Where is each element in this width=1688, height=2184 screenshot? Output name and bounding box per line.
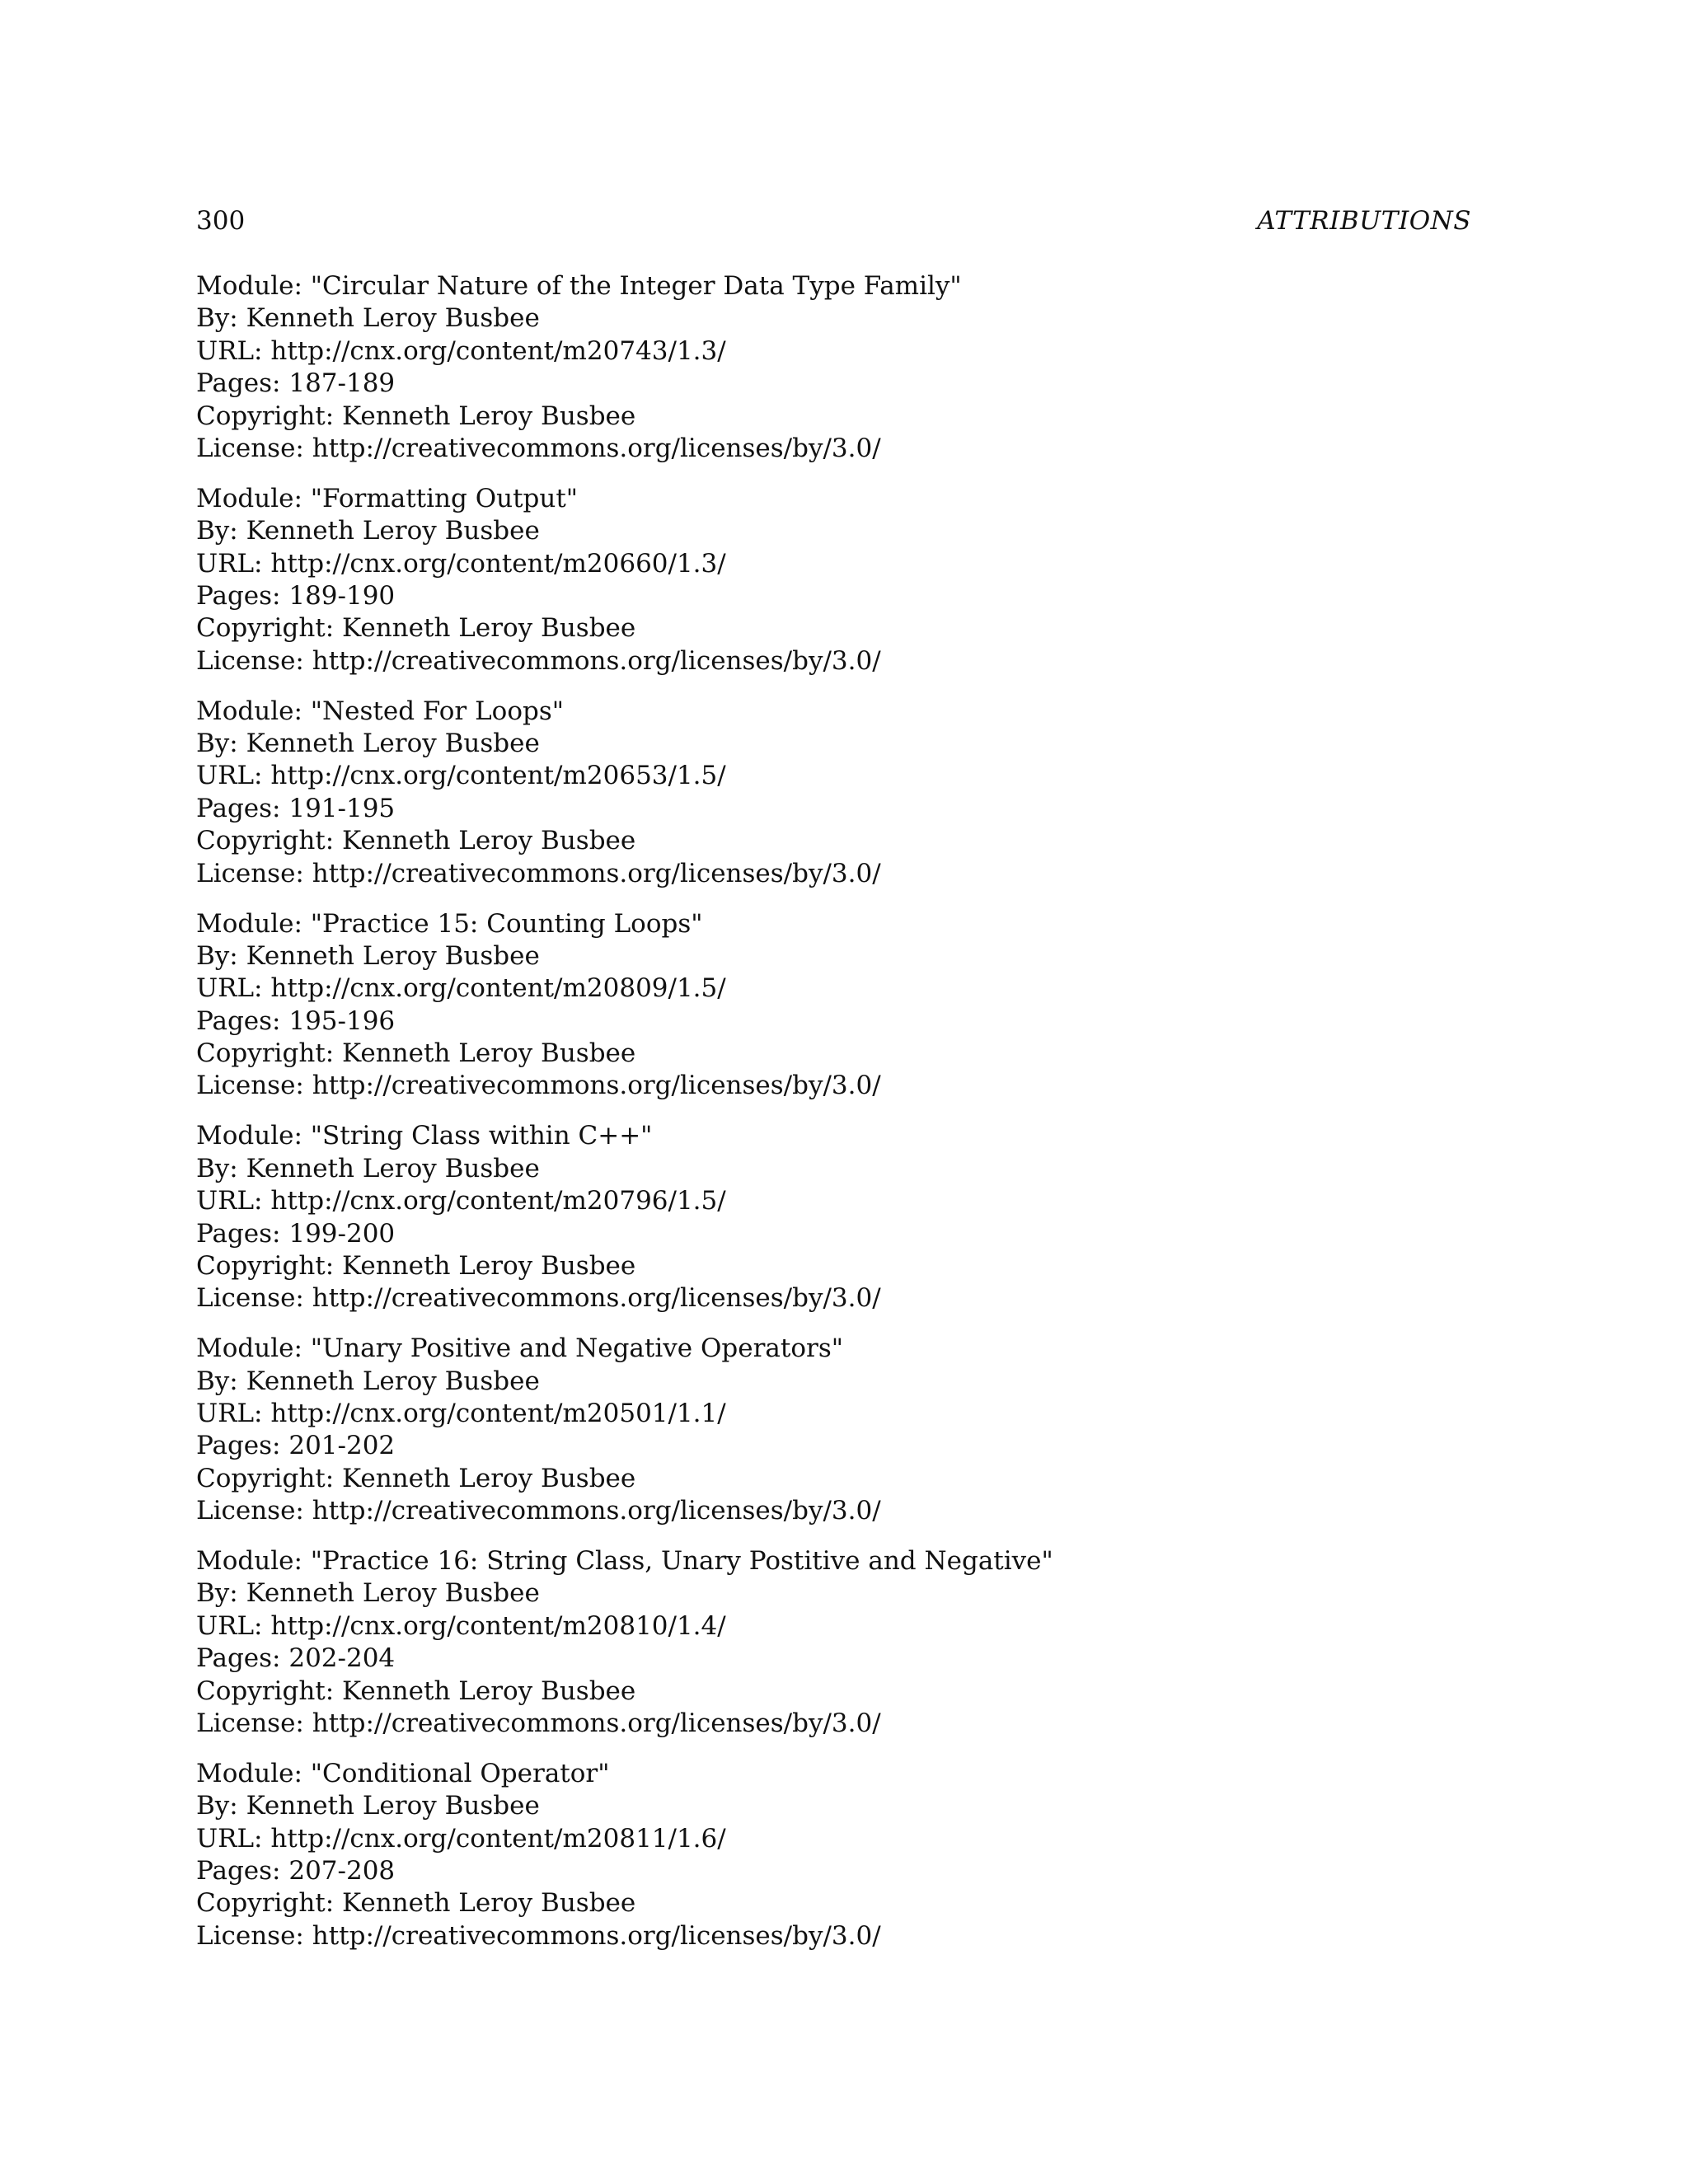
license-line: License: http://creativecommons.org/licenses/by/3.0/ xyxy=(196,1708,881,1739)
copyright-line: Copyright: Kenneth Leroy Busbee xyxy=(196,613,636,644)
module-title: Module: "Conditional Operator" xyxy=(196,1758,610,1788)
module-title: Module: "Practice 16: String Class, Unary Postitive and Negative" xyxy=(196,1546,1053,1577)
pages-line: Pages: 195-196 xyxy=(196,1005,396,1036)
attribution-entry xyxy=(196,270,1515,465)
pages-line: Pages: 187-189 xyxy=(196,368,396,399)
author-line: By: Kenneth Leroy Busbee xyxy=(196,1153,540,1183)
pages-line: Pages: 202-204 xyxy=(196,1643,396,1674)
section-title: ATTRIBUTIONS xyxy=(1257,206,1471,236)
author-line: By: Kenneth Leroy Busbee xyxy=(196,729,540,759)
module-title: Module: "Formatting Output" xyxy=(196,483,579,513)
attribution-entry xyxy=(196,1545,1515,1740)
author-line: By: Kenneth Leroy Busbee xyxy=(196,303,540,334)
module-title: Module: "Nested For Loops" xyxy=(196,696,564,726)
attribution-entry xyxy=(196,696,1515,890)
url-line: URL: http://cnx.org/content/m20743/1.3/ xyxy=(196,335,726,366)
author-line: By: Kenneth Leroy Busbee xyxy=(196,1366,540,1396)
copyright-line: Copyright: Kenneth Leroy Busbee xyxy=(196,1888,636,1919)
url-line: URL: http://cnx.org/content/m20809/1.5/ xyxy=(196,973,726,1004)
license-line: License: http://creativecommons.org/licenses/by/3.0/ xyxy=(196,645,881,676)
module-title: Module: "Practice 15: Counting Loops" xyxy=(196,908,703,939)
license-line: License: http://creativecommons.org/licenses/by/3.0/ xyxy=(196,1920,881,1951)
attribution-entry xyxy=(196,1333,1515,1527)
attribution-entry xyxy=(196,483,1515,677)
author-line: By: Kenneth Leroy Busbee xyxy=(196,516,540,546)
attribution-list xyxy=(196,270,1515,1971)
author-line: By: Kenneth Leroy Busbee xyxy=(196,1578,540,1609)
page-number: 300 xyxy=(196,206,246,236)
copyright-line: Copyright: Kenneth Leroy Busbee xyxy=(196,826,636,856)
url-line: URL: http://cnx.org/content/m20796/1.5/ xyxy=(196,1186,726,1216)
url-line: URL: http://cnx.org/content/m20811/1.6/ xyxy=(196,1823,726,1854)
author-line: By: Kenneth Leroy Busbee xyxy=(196,1791,540,1821)
pages-line: Pages: 201-202 xyxy=(196,1431,396,1461)
author-line: By: Kenneth Leroy Busbee xyxy=(196,940,540,971)
copyright-line: Copyright: Kenneth Leroy Busbee xyxy=(196,1038,636,1069)
module-title: Module: "String Class within C++" xyxy=(196,1121,653,1151)
url-line: URL: http://cnx.org/content/m20501/1.1/ xyxy=(196,1399,726,1428)
license-line: License: http://creativecommons.org/licenses/by/3.0/ xyxy=(196,433,881,463)
pages-line: Pages: 191-195 xyxy=(196,793,396,823)
module-title: Module: "Circular Nature of the Integer Data Type Family" xyxy=(196,271,962,301)
license-line: License: http://creativecommons.org/licenses/by/3.0/ xyxy=(196,1283,881,1314)
url-line: URL: http://cnx.org/content/m20810/1.4/ xyxy=(196,1610,726,1641)
url-line: URL: http://cnx.org/content/m20660/1.3/ xyxy=(196,548,726,579)
attribution-entry xyxy=(196,1758,1515,1952)
module-title: Module: "Unary Positive and Negative Operators" xyxy=(196,1333,844,1364)
copyright-line: Copyright: Kenneth Leroy Busbee xyxy=(196,1675,636,1706)
attribution-entry xyxy=(196,1120,1515,1315)
license-line: License: http://creativecommons.org/licenses/by/3.0/ xyxy=(196,1496,881,1526)
license-line: License: http://creativecommons.org/licenses/by/3.0/ xyxy=(196,1071,881,1101)
pages-line: Pages: 207-208 xyxy=(196,1856,396,1886)
copyright-line: Copyright: Kenneth Leroy Busbee xyxy=(196,1250,636,1281)
pages-line: Pages: 199-200 xyxy=(196,1218,396,1249)
running-header xyxy=(196,200,1471,241)
copyright-line: Copyright: Kenneth Leroy Busbee xyxy=(196,1463,636,1493)
copyright-line: Copyright: Kenneth Leroy Busbee xyxy=(196,401,636,431)
license-line: License: http://creativecommons.org/licenses/by/3.0/ xyxy=(196,858,881,888)
url-line: URL: http://cnx.org/content/m20653/1.5/ xyxy=(196,761,726,791)
attribution-entry xyxy=(196,908,1515,1103)
pages-line: Pages: 189-190 xyxy=(196,581,396,612)
